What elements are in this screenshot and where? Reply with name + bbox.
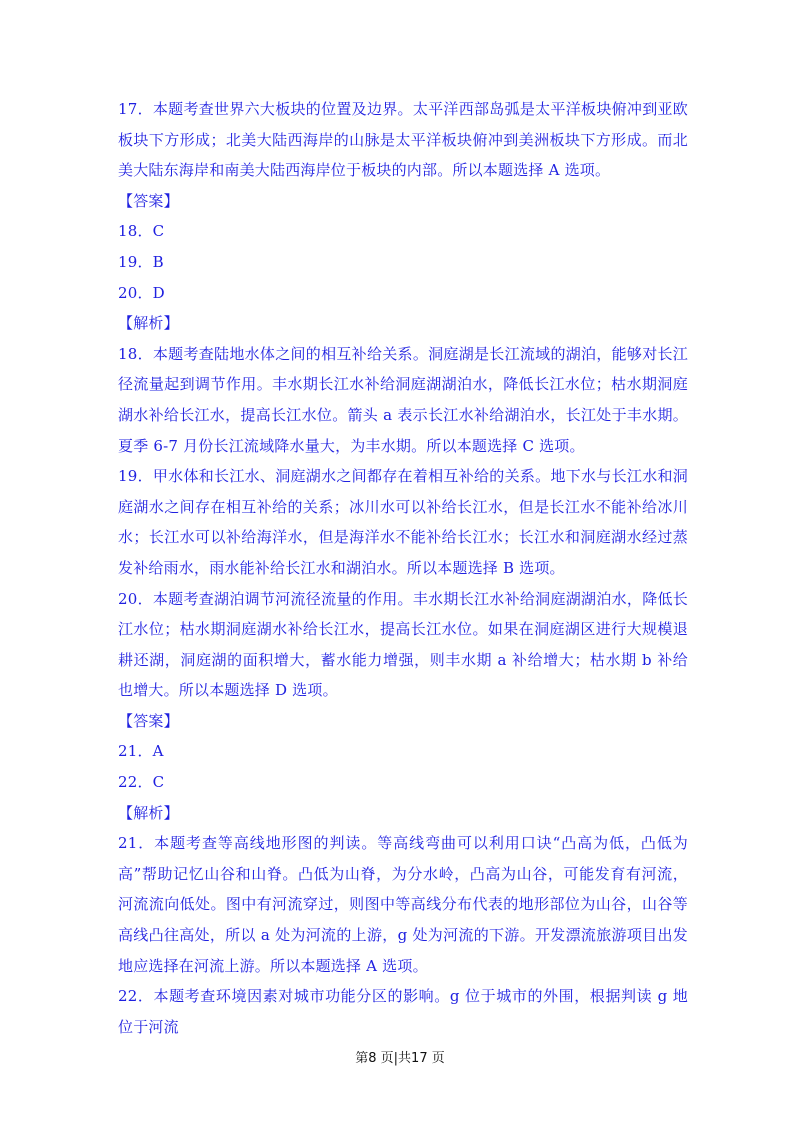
answer-19: 19．B bbox=[118, 252, 164, 271]
analysis-header: 【解析】 bbox=[118, 314, 179, 333]
explanation-18: 18．本题考查陆地水体之间的相互补给关系。洞庭湖是长江流域的湖泊，能够对长江径流量起到调节作用。丰水期长江水补给洞庭湖湖泊水，降低长江水位；枯水期洞庭湖水补给长江水，提高长江水位。箭头 a 表示长江水补给湖泊水，长江处于丰水期。夏季 6-7 月份长江流域降水量大，为丰水期。所以本题选择 C 选项。 bbox=[118, 344, 688, 455]
answer-21: 21．A bbox=[118, 742, 164, 761]
explanation-19: 19．甲水体和长江水、洞庭湖水之间都存在着相互补给的关系。地下水与长江水和洞庭湖水之间存在相互补给的关系；冰川水可以补给长江水，但是长江水不能补给冰川水；长江水可以补给海洋水，但是海洋水不能补给长江水；长江水和洞庭湖水经过蒸发补给雨水，雨水能补给长江水和湖泊水。所以本题选择 B 选项。 bbox=[118, 467, 688, 577]
answer-header: 【答案】 bbox=[118, 191, 179, 210]
answer-22: 22．C bbox=[118, 773, 165, 792]
page-number-footer: 第8 页|共17 页 bbox=[355, 1051, 445, 1066]
explanation-17: 17．本题考查世界六大板块的位置及边界。太平洋西部岛弧是太平洋板块俯冲到亚欧板块下方形成；北美大陆西海岸的山脉是太平洋板块俯冲到美洲板块下方形成。而北美大陆东海岸和南美大陆西海岸位于板块的内部。所以本题选择 A 选项。 bbox=[118, 100, 688, 180]
explanation-20: 20．本题考查湖泊调节河流径流量的作用。丰水期长江水补给洞庭湖湖泊水，降低长江水位；枯水期洞庭湖水补给长江水，提高长江水位。如果在洞庭湖区进行大规模退耕还湖，洞庭湖的面积增大，蓄水能力增强，则丰水期 a 补给增大；枯水期 b 补给也增大。所以本题选择 D 选项。 bbox=[118, 589, 688, 700]
answer-20: 20．D bbox=[118, 283, 165, 302]
document-body bbox=[118, 94, 688, 1042]
answer-18: 18．C bbox=[118, 222, 165, 241]
explanation-21: 21．本题考查等高线地形图的判读。等高线弯曲可以利用口诀“凸高为低，凸低为高”帮助记忆山谷和山脊。凸低为山脊，为分水岭，凸高为山谷，可能发育有河流，河流流向低处。图中有河流穿过，则图中等高线分布代表的地形部位为山谷，山谷等高线凸往高处，所以 a 处为河流的上游，g 处为河流的下游。开发漂流旅游项目出发地应选择在河流上游。所以本题选择 A 选项。 bbox=[118, 834, 688, 975]
analysis-header: 【解析】 bbox=[118, 803, 179, 822]
explanation-22: 22．本题考查环境因素对城市功能分区的影响。g 位于城市的外围，根据判读 g 地位于河流 bbox=[118, 987, 688, 1036]
answer-header: 【答案】 bbox=[118, 711, 179, 730]
